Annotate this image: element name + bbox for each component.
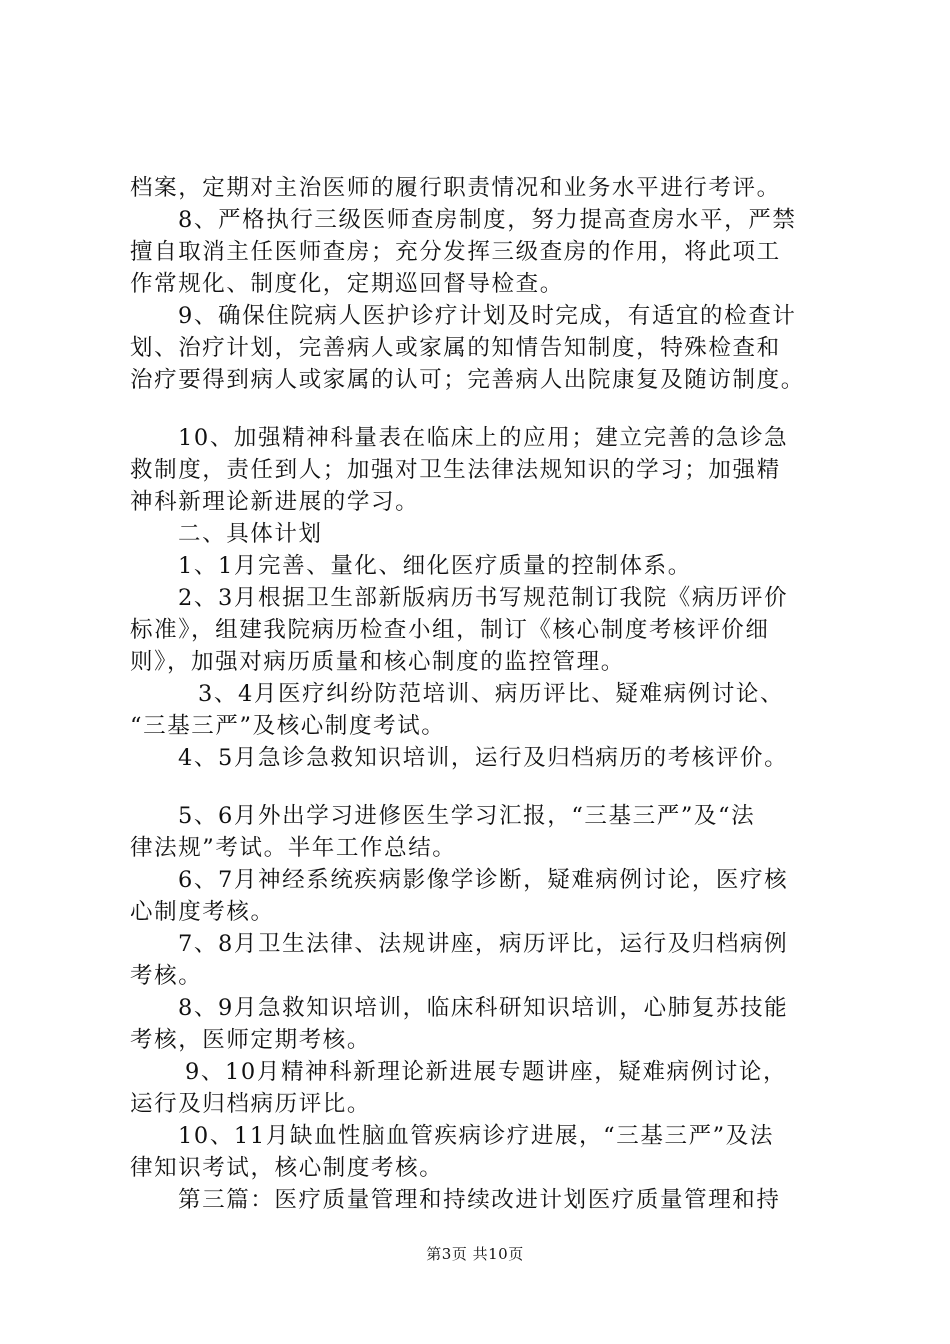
paragraph-gap (130, 396, 835, 422)
text-line: 5、6月外出学习进修医生学习汇报，“三基三严”及“法 (178, 803, 756, 829)
text-line: 7、8月卫生法律、法规讲座，病历评比，运行及归档病例 (178, 931, 789, 957)
text-line: 心制度考核。 (130, 899, 275, 925)
text-line: 9、10月精神科新理论新进展专题讲座，疑难病例讨论， (185, 1059, 788, 1085)
text-line: 10、11月缺血性脑血管疾病诊疗进展，“三基三严”及法 (178, 1123, 774, 1149)
text-line: 8、严格执行三级医师查房制度，努力提高查房水平，严禁 (178, 207, 797, 233)
text-line: 救制度，责任到人；加强对卫生法律法规知识的学习；加强精 (130, 457, 781, 483)
text-line: 二、具体计划 (178, 521, 323, 547)
text-line: 第三篇：医疗质量管理和持续改进计划医疗质量管理和持 (178, 1187, 781, 1213)
text-line: 治疗要得到病人或家属的认可；完善病人出院康复及随访制度。 (130, 367, 805, 393)
text-line: 4、5月急诊急救知识培训，运行及归档病历的考核评价。 (178, 745, 789, 771)
text-line: 则》，加强对病历质量和核心制度的监控管理。 (130, 649, 625, 675)
text-line: 2、3月根据卫生部新版病历书写规范制订我院《病历评价 (178, 585, 789, 611)
text-line: 3、4月医疗纠纷防范培训、病历评比、疑难病例讨论、 (198, 681, 785, 707)
text-line: 律知识考试，核心制度考核。 (130, 1155, 444, 1181)
text-line: 6、7月神经系统疾病影像学诊断，疑难病例讨论，医疗核 (178, 867, 789, 893)
text-line: 划、治疗计划，完善病人或家属的知情告知制度，特殊检查和 (130, 335, 781, 361)
text-line: 10、加强精神科量表在临床上的应用；建立完善的急诊急 (178, 425, 789, 451)
text-line: 作常规化、制度化，定期巡回督导检查。 (130, 271, 564, 297)
text-line: 1、1月完善、量化、细化医疗质量的控制体系。 (178, 553, 692, 579)
text-line: “三基三严”及核心制度考试。 (130, 713, 446, 739)
text-line: 8、9月急救知识培训，临床科研知识培训，心肺复苏技能 (178, 995, 789, 1021)
text-line: 9、确保住院病人医护诊疗计划及时完成，有适宜的检查计 (178, 303, 797, 329)
text-line: 考核。 (130, 963, 203, 989)
text-line: 神科新理论新进展的学习。 (130, 489, 420, 515)
text-line: 档案，定期对主治医师的履行职责情况和业务水平进行考评。 (130, 175, 781, 201)
text-line: 运行及归档病历评比。 (130, 1091, 372, 1117)
page-footer: 第3页 共10页 (426, 1245, 524, 1263)
text-line: 律法规”考试。半年工作总结。 (130, 835, 457, 861)
text-line: 擅自取消主任医师查房；充分发挥三级查房的作用，将此项工 (130, 239, 781, 265)
text-line: 标准》，组建我院病历检查小组，制订《核心制度考核评价细 (130, 617, 770, 643)
text-line: 考核，医师定期考核。 (130, 1027, 372, 1053)
document-body (130, 172, 835, 1216)
paragraph-gap (130, 774, 835, 800)
